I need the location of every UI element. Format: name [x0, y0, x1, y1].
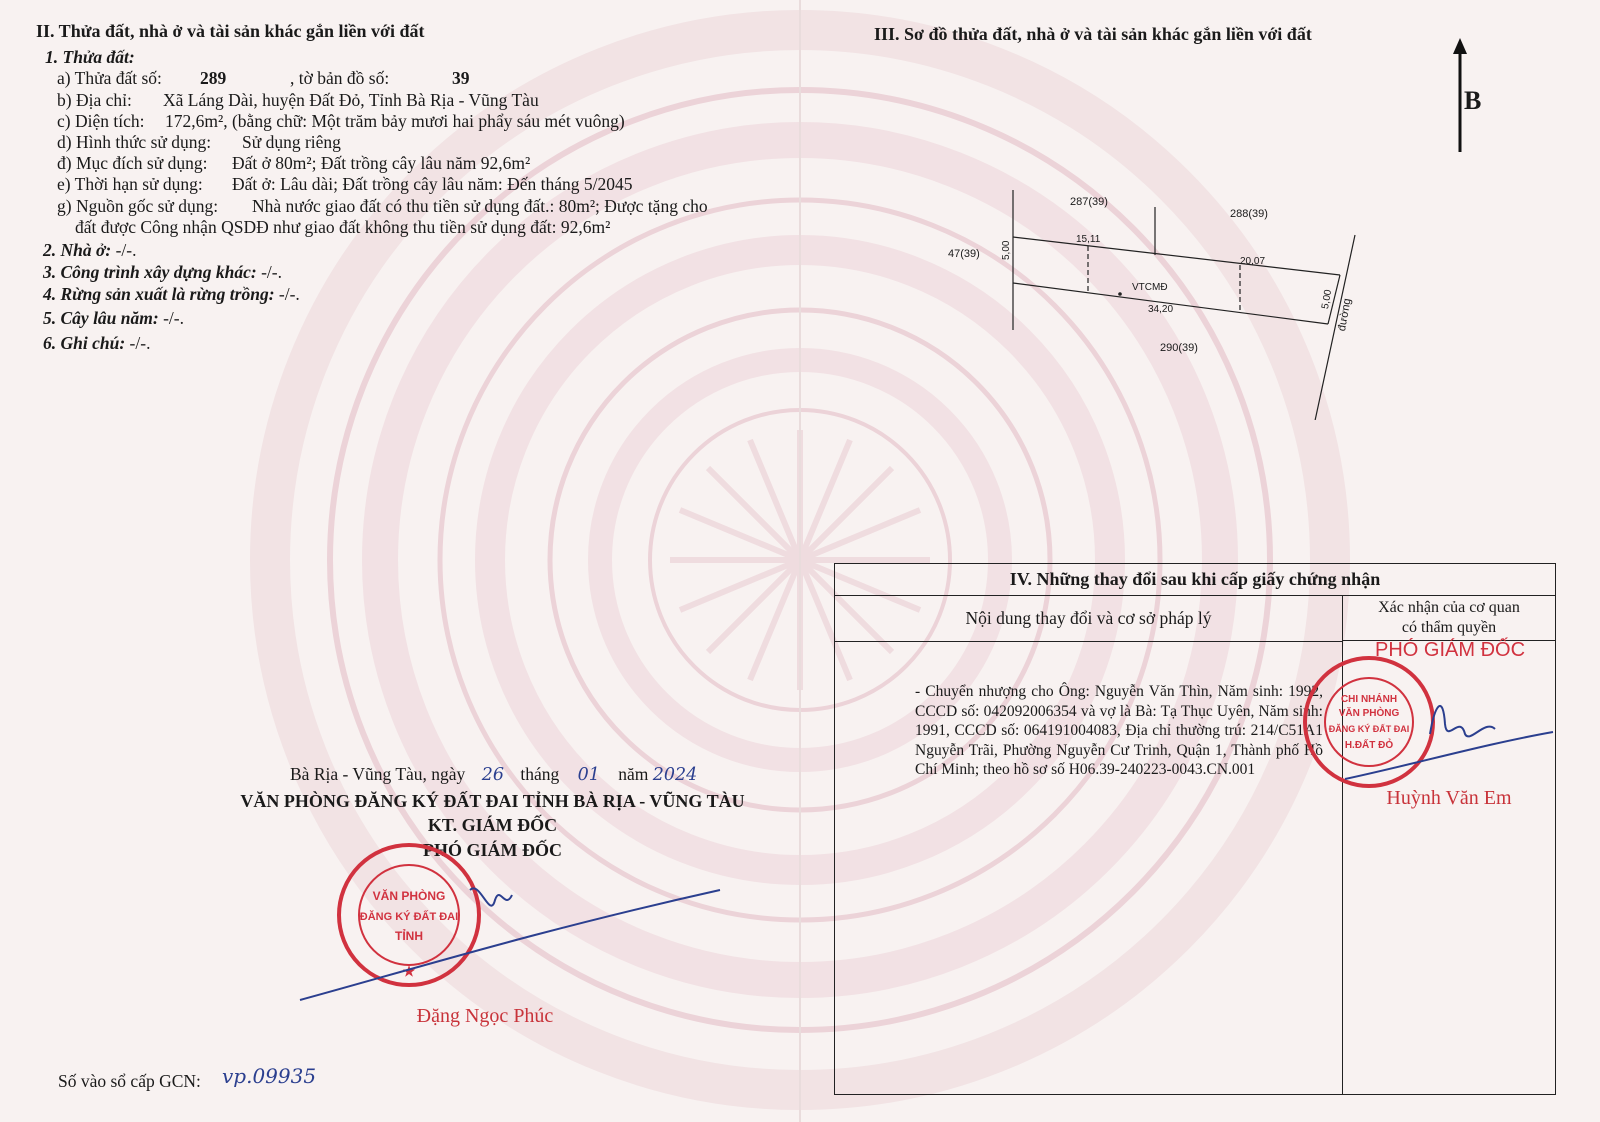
change-entry-text: - Chuyển nhượng cho Ông: Nguyễn Văn Thìn, Năm sinh: 1992, CCCD số: 042092006354 và vợ là Bà: Tạ Thục Uyên, Năm sinh: 1991, CCCD số: 064191004083, Địa chỉ thường trú: 214/C51A1 Nguyễn Trãi, Phường Nguyễn Cư Trinh, Quận 1, Thành phố Hồ Chí Minh; theo hồ sơ số H06.39-240223-0043.CN.001: [915, 683, 1323, 778]
parcel-47-label: 47(39): [948, 248, 980, 260]
right-stamp-line1: CHI NHÁNH: [1340, 694, 1398, 705]
map-sheet-value: 39: [452, 68, 470, 88]
parcel-sketch-diagram: [1000, 180, 1370, 420]
changes-col-confirm-header: [1343, 595, 1555, 641]
dimension-5-00-right: 5,00: [1320, 288, 1335, 310]
item5-value: -/-.: [163, 308, 184, 328]
confirm-header-line2: có thẩm quyền: [1401, 619, 1497, 636]
right-signature: [1335, 674, 1555, 794]
origin-label: g) Nguồn gốc sử dụng:: [57, 196, 219, 216]
item4-label: 4. Rừng sản xuất là rừng trồng:: [43, 284, 275, 304]
left-stamp-line1: VĂN PHÒNG: [372, 889, 446, 903]
road-label: đường: [1336, 297, 1354, 333]
right-deputy-title: PHÓ GIÁM ĐỐC: [1375, 639, 1526, 661]
origin-value-cont: đất được Công nhận QSDĐ như giao đất không thu tiền sử dụng đất: 92,6m²: [75, 217, 611, 237]
date-day: 26: [481, 765, 504, 785]
right-stamp-line4: H.ĐẤT ĐỎ: [1344, 740, 1394, 751]
parcel-288-label: 288(39): [1230, 208, 1268, 220]
right-stamp-line3: ĐĂNG KÝ ĐẤT ĐAI: [1328, 724, 1410, 734]
date-prefix: Bà Rịa - Vũng Tàu, ngày: [290, 764, 466, 784]
changes-table: [834, 563, 1556, 1095]
issue-date-line: [290, 764, 697, 786]
signer-deputy-title: PHÓ GIÁM ĐỐC: [423, 840, 562, 860]
item3-value: -/-.: [261, 262, 282, 282]
usage-purpose-label: đ) Mục đích sử dụng:: [57, 153, 208, 173]
parcel-290-label: 290(39): [1160, 342, 1198, 354]
section-iii-title: III. Sơ đồ thửa đất, nhà ở và tài sản khác gắn liền với đất: [874, 24, 1312, 44]
left-signature: [290, 860, 730, 1010]
address-label: b) Địa chỉ:: [57, 90, 132, 110]
north-label: B: [1464, 86, 1482, 115]
dimension-20-07: 20,07: [1240, 256, 1266, 267]
right-signer-name: Huỳnh Văn Em: [1386, 787, 1512, 809]
item2-value: -/-.: [115, 240, 137, 260]
item2-label: 2. Nhà ở:: [43, 240, 112, 260]
date-year-label: năm: [618, 764, 649, 784]
item3-label: 3. Công trình xây dựng khác:: [43, 262, 257, 282]
left-signer-name: Đặng Ngọc Phúc: [416, 1005, 554, 1027]
area-value: 172,6m², (bằng chữ: Một trăm bảy mươi hai phẩy sáu mét vuông): [165, 111, 625, 131]
map-sheet-label: , tờ bản đồ số:: [290, 68, 390, 88]
usage-purpose-value: Đất ở 80m²; Đất trồng cây lâu năm 92,6m²: [232, 153, 531, 173]
dimension-34-20: 34,20: [1148, 304, 1174, 315]
dimension-5-00-left: 5,00: [1001, 240, 1012, 260]
usage-form-value: Sử dụng riêng: [242, 132, 341, 152]
item6-value: -/-.: [129, 333, 151, 353]
svg-text:★: ★: [402, 963, 416, 979]
item1-title: 1. Thửa đất:: [45, 47, 135, 67]
date-month-label: tháng: [520, 764, 560, 784]
area-label: c) Diện tích:: [57, 111, 145, 131]
changes-table-title: IV. Những thay đổi sau khi cấp giấy chứng nhận: [835, 564, 1555, 596]
parcel-287-label: 287(39): [1070, 196, 1108, 208]
gcn-register-label: Số vào sổ cấp GCN:: [58, 1071, 201, 1091]
origin-value: Nhà nước giao đất có thu tiền sử dụng đất.: 80m²; Được tặng cho: [252, 196, 708, 216]
usage-form-label: d) Hình thức sử dụng:: [57, 132, 212, 152]
vtcmd-label: VTCMĐ: [1132, 282, 1168, 293]
changes-col-content-header: Nội dung thay đổi và cơ sở pháp lý: [835, 595, 1343, 642]
left-stamp-line3: TỈNH: [395, 929, 423, 943]
issuing-office: VĂN PHÒNG ĐĂNG KÝ ĐẤT ĐAI TỈNH BÀ RỊA - VŨNG TÀU: [240, 791, 745, 811]
item4-value: -/-.: [278, 284, 300, 304]
section-ii-title: II. Thửa đất, nhà ở và tài sản khác gắn liền với đất: [36, 21, 425, 41]
left-stamp-line2: ĐĂNG KÝ ĐẤT ĐAI: [359, 911, 459, 923]
parcel-number-label: a) Thửa đất số:: [57, 68, 162, 88]
gcn-register-value: vp.09935: [222, 1064, 317, 1088]
parcel-number-value: 289: [200, 68, 227, 88]
date-year: 2024: [652, 765, 698, 785]
usage-term-value: Đất ở: Lâu dài; Đất trồng cây lâu năm: Đến tháng 5/2045: [232, 174, 633, 194]
right-stamp-line2: VĂN PHÒNG: [1338, 708, 1400, 719]
usage-term-label: e) Thời hạn sử dụng:: [57, 174, 203, 194]
item6-label: 6. Ghi chú:: [43, 333, 126, 353]
date-month: 01: [577, 765, 600, 785]
signer-kt-title: KT. GIÁM ĐỐC: [427, 815, 558, 835]
confirm-header-line1: Xác nhận của cơ quan: [1378, 599, 1520, 616]
item5-label: 5. Cây lâu năm:: [43, 308, 159, 328]
address-value: Xã Láng Dài, huyện Đất Đỏ, Tỉnh Bà Rịa - Vũng Tàu: [163, 90, 539, 110]
dimension-15-11: 15,11: [1076, 234, 1101, 245]
